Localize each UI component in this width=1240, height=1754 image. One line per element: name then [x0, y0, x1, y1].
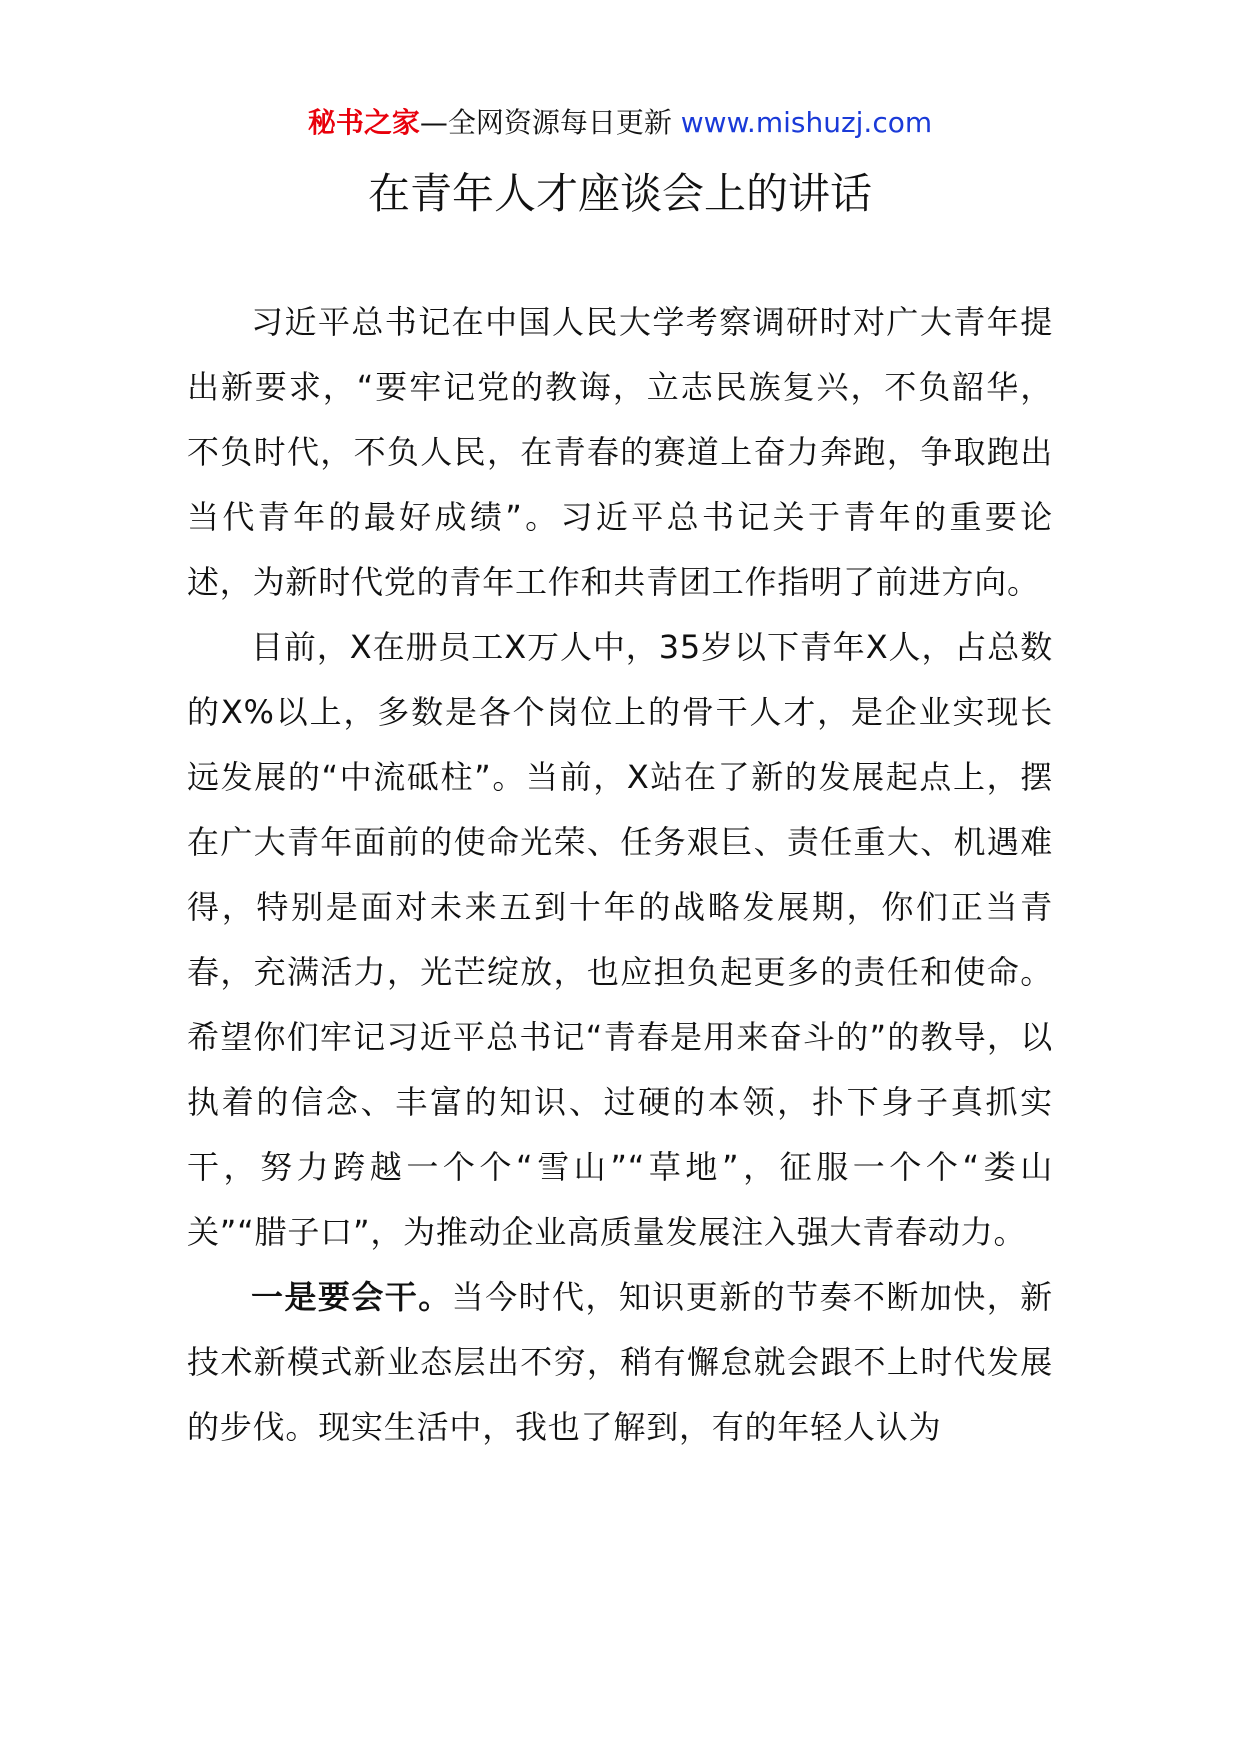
- document-body: [187, 290, 1053, 1460]
- site-slogan: —全网资源每日更新: [419, 106, 681, 139]
- paragraph: [187, 615, 1053, 1265]
- brand-name: 秘书之家: [307, 106, 420, 139]
- paragraph-text: 习近平总书记在中国人民大学考察调研时对广大青年提出新要求，“要牢记党的教诲，立志民族复兴，不负韶华，不负时代，不负人民，在青春的赛道上奋力奔跑，争取跑出当代青年的最好成绩”。习近平总书记关于青年的重要论述，为新时代党的青年工作和共青团工作指明了前进方向。: [187, 303, 1053, 601]
- paragraph: [187, 1265, 1053, 1460]
- paragraph-lead: 一是要会干。: [251, 1278, 452, 1316]
- document-title: 在青年人才座谈会上的讲话: [367, 169, 872, 218]
- paragraph-text: 目前，X在册员工X万人中，35岁以下青年X人，占总数的X%以上，多数是各个岗位上的骨干人才，是企业实现长远发展的“中流砥柱”。当前，X站在了新的发展起点上，摆在广大青年面前的使命光荣、任务艰巨、责任重大、机遇难得，特别是面对未来五到十年的战略发展期，你们正当青春，充满活力，光芒绽放，也应担负起更多的责任和使命。希望你们牢记习近平总书记“青春是用来奋斗的”的教导，以执着的信念、丰富的知识、过硬的本领，扑下身子真抓实干，努力跨越一个个“雪山”“草地”，征服一个个“娄山关”“腊子口”，为推动企业高质量发展注入强大青春动力。: [187, 628, 1053, 1251]
- paragraph-text: 当今时代，知识更新的节奏不断加快，新技术新模式新业态层出不穷，稍有懈怠就会跟不上时代发展的步伐。现实生活中，我也了解到，有的年轻人认为: [187, 1278, 1053, 1446]
- site-url-link[interactable]: www.mishuzj.com: [680, 106, 933, 139]
- site-header: [0, 103, 1240, 143]
- paragraph: [187, 290, 1053, 615]
